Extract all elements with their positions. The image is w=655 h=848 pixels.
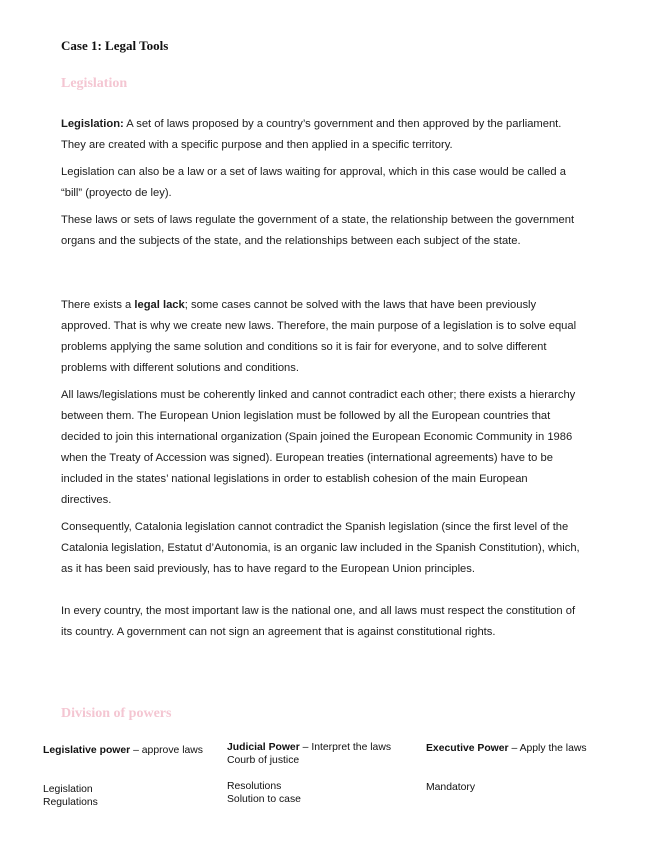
legislative-power-items bbox=[43, 783, 98, 809]
legal-lack-intro: There exists a bbox=[61, 299, 135, 311]
section-heading-legislation: Legislation bbox=[61, 76, 128, 91]
legislative-power-heading bbox=[43, 744, 203, 757]
legislation-definition-text: A set of laws proposed by a country’s government and then approved by the parliament. They are created with a specific purpose and then applied in a specific territory. bbox=[61, 118, 562, 151]
legislative-power-name: Legislative power bbox=[43, 745, 131, 756]
list-item: Legislation bbox=[43, 784, 93, 795]
executive-power-desc: – Apply the laws bbox=[508, 743, 587, 754]
paragraph-legislation-definition bbox=[61, 114, 581, 156]
legal-lack-term: legal lack bbox=[134, 299, 185, 311]
legislation-term: Legislation: bbox=[61, 118, 124, 130]
judicial-power-name: Judicial Power bbox=[227, 742, 300, 753]
list-item: Regulations bbox=[43, 797, 98, 808]
list-item: Solution to case bbox=[227, 794, 301, 805]
judicial-power-desc: – Interpret the laws bbox=[299, 742, 392, 753]
paragraph-hierarchy: All laws/legislations must be coherently linked and cannot contradict each other; there exists a hierarchy between them. The European Union legislation must be followed by all the European countries that decided to join this international organization (Spain joined the European Economic Community in 1986 when the Treaty of Accession was signed). European treaties (international agreements) have to be included in the states’ national legislations in order to establish cohesion of the main European directives. bbox=[61, 389, 576, 506]
legislative-power-desc: – approve laws bbox=[130, 745, 203, 756]
paragraph-bill: Legislation can also be a law or a set of laws waiting for approval, which in this case would be called a “bill” (proyecto de ley). bbox=[61, 166, 566, 199]
list-item: Mandatory bbox=[426, 782, 476, 793]
legal-lack-text: ; some cases cannot be solved with the laws that have been previously approved. That is why we create new laws. Therefore, the main purpose of a legislation is to solve equal problems applying the same solution and conditions so it is fair for everyone, and to solve different problems with different solutions and conditions. bbox=[61, 299, 577, 374]
list-item: Resolutions bbox=[227, 781, 282, 792]
judicial-power-items bbox=[227, 780, 301, 806]
paragraph-regulation: These laws or sets of laws regulate the government of a state, the relationship between the government organs and the subjects of the state, and the relationships between each subject of the state. bbox=[61, 214, 575, 247]
section-heading-division-of-powers: Division of powers bbox=[61, 706, 172, 721]
paragraph-catalonia: Consequently, Catalonia legislation cannot contradict the Spanish legislation (since the first level of the Catalonia legislation, Estatut d’Autonomia, is an organic law included in the Spanish Constitution), which, as it has been said previously, has to have regard to the European Union principles. bbox=[61, 521, 580, 575]
executive-power-name: Executive Power bbox=[426, 743, 509, 754]
executive-power-heading bbox=[426, 742, 587, 755]
paragraph-national-law: In every country, the most important law is the national one, and all laws must respect the constitution of its country. A government can not sign an agreement that is against constitutional rights. bbox=[61, 605, 576, 638]
executive-power-items bbox=[426, 781, 475, 794]
paragraph-legal-lack bbox=[61, 295, 581, 379]
judicial-power-sub: Courb of justice bbox=[227, 755, 300, 766]
document-title: Case 1: Legal Tools bbox=[61, 38, 169, 53]
judicial-power-heading bbox=[227, 741, 391, 767]
